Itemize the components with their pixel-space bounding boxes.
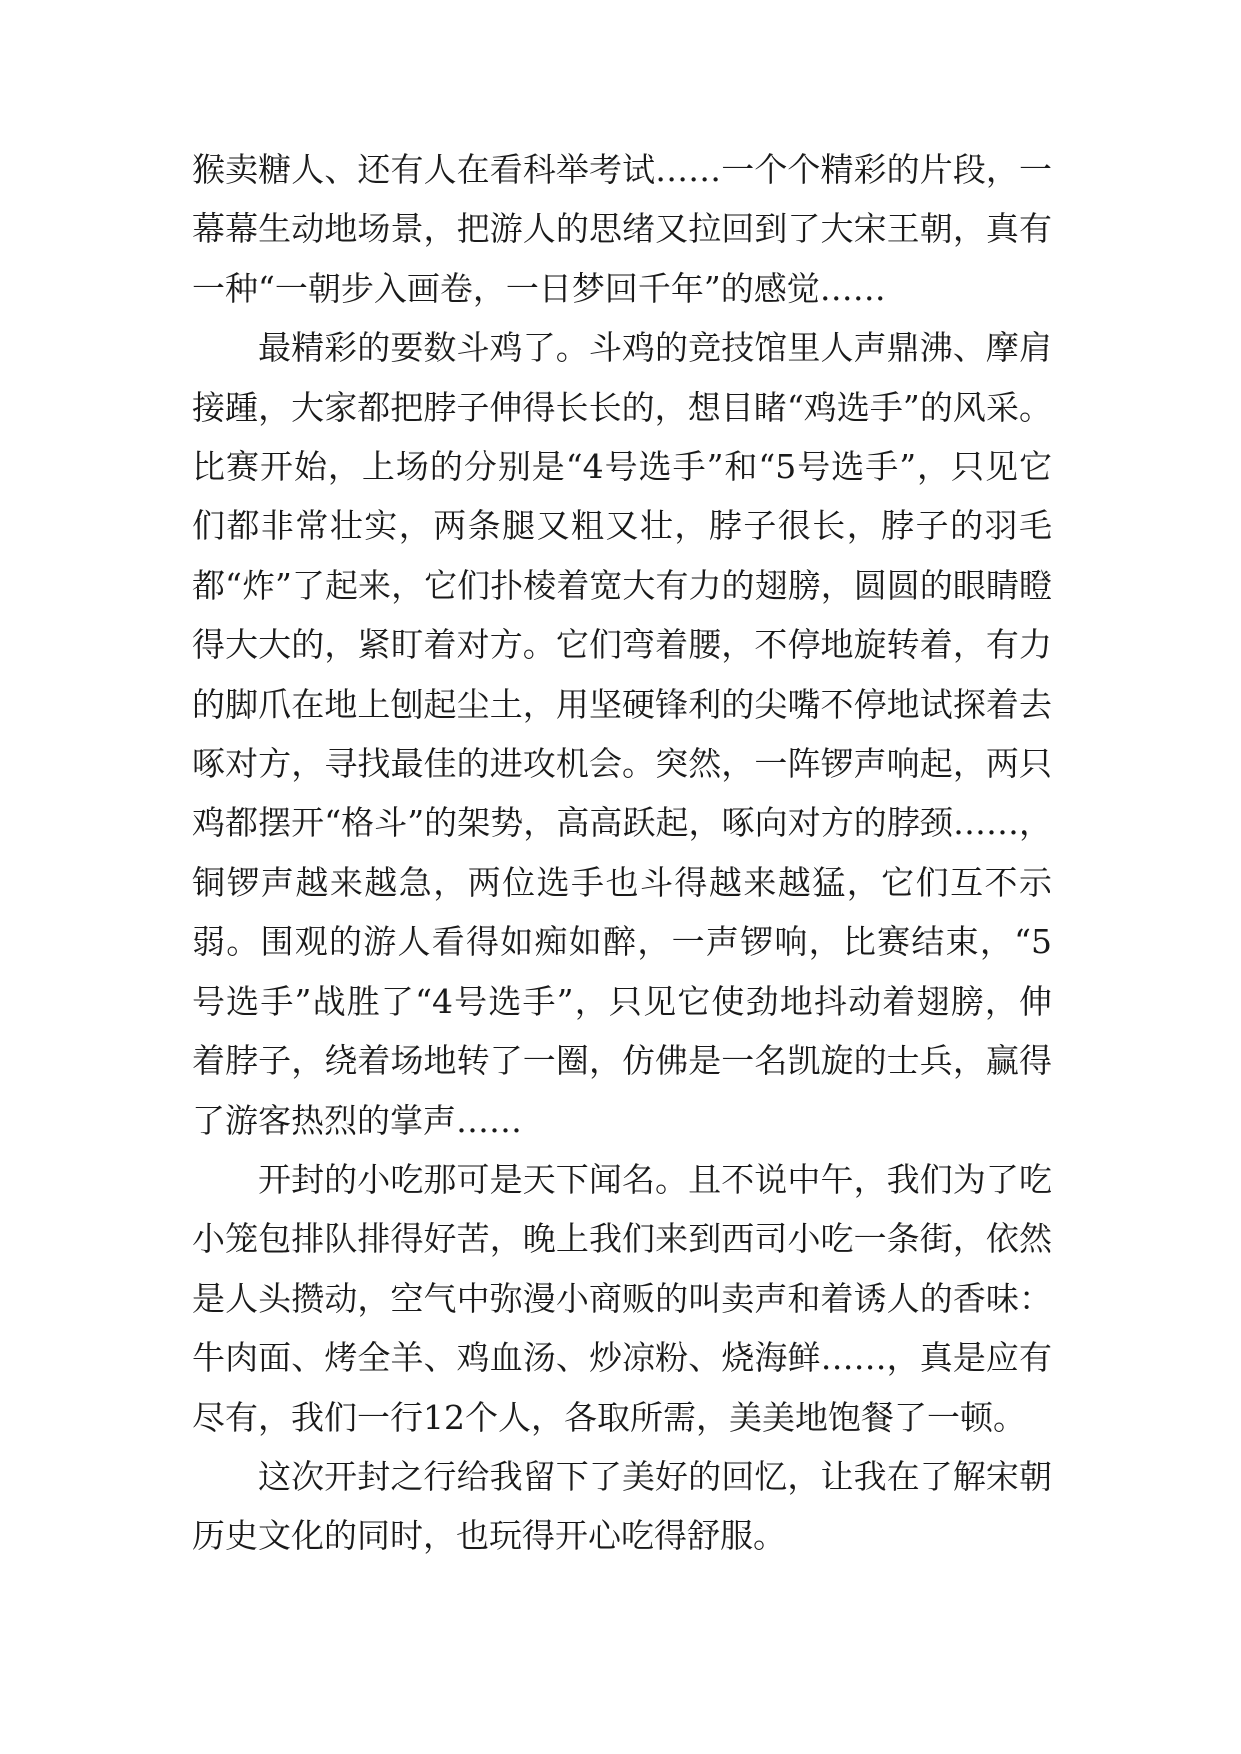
paragraph-conclusion: 这次开封之行给我留下了美好的回忆，让我在了解宋朝历史文化的同时，也玩得开心吃得舒服。 (192, 1456, 1052, 1556)
paragraph-song-scenes: 猴卖糖人、还有人在看科举考试……一个个精彩的片段，一幕幕生动地场景，把游人的思绪又拉回到了大宋王朝，真有一种“一朝步入画卷，一日梦回千年”的感觉…… (192, 150, 1052, 308)
paragraph-snacks: 开封的小吃那可是天下闻名。且不说中午，我们为了吃小笼包排队排得好苦，晚上我们来到西司小吃一条街，依然是人头攒动，空气中弥漫小商贩的叫卖声和着诱人的香味：牛肉面、烤全羊、鸡血汤、炒凉粉、烧海鲜……，真是应有尽有，我们一行12个人，各取所需，美美地饱餐了一顿。 (192, 1159, 1052, 1437)
document-page (192, 140, 1052, 1566)
paragraph-cockfight: 最精彩的要数斗鸡了。斗鸡的竞技馆里人声鼎沸、摩肩接踵，大家都把脖子伸得长长的，想目睹“鸡选手”的风采。比赛开始，上场的分别是“4号选手”和“5号选手”，只见它们都非常壮实，两条腿又粗又壮，脖子很长，脖子的羽毛都“炸”了起来，它们扑棱着宽大有力的翅膀，圆圆的眼睛瞪得大大的，紧盯着对方。它们弯着腰，不停地旋转着，有力的脚爪在地上刨起尘土，用坚硬锋利的尖嘴不停地试探着去啄对方，寻找最佳的进攻机会。突然，一阵锣声响起，两只鸡都摆开“格斗”的架势，高高跃起，啄向对方的脖颈……，铜锣声越来越急，两位选手也斗得越来越猛，它们互不示弱。围观的游人看得如痴如醉，一声锣响，比赛结束，“5号选手”战胜了“4号选手”，只见它使劲地抖动着翅膀，伸着脖子，绕着场地转了一圈，仿佛是一名凯旋的士兵，赢得了游客热烈的掌声…… (192, 328, 1052, 1140)
